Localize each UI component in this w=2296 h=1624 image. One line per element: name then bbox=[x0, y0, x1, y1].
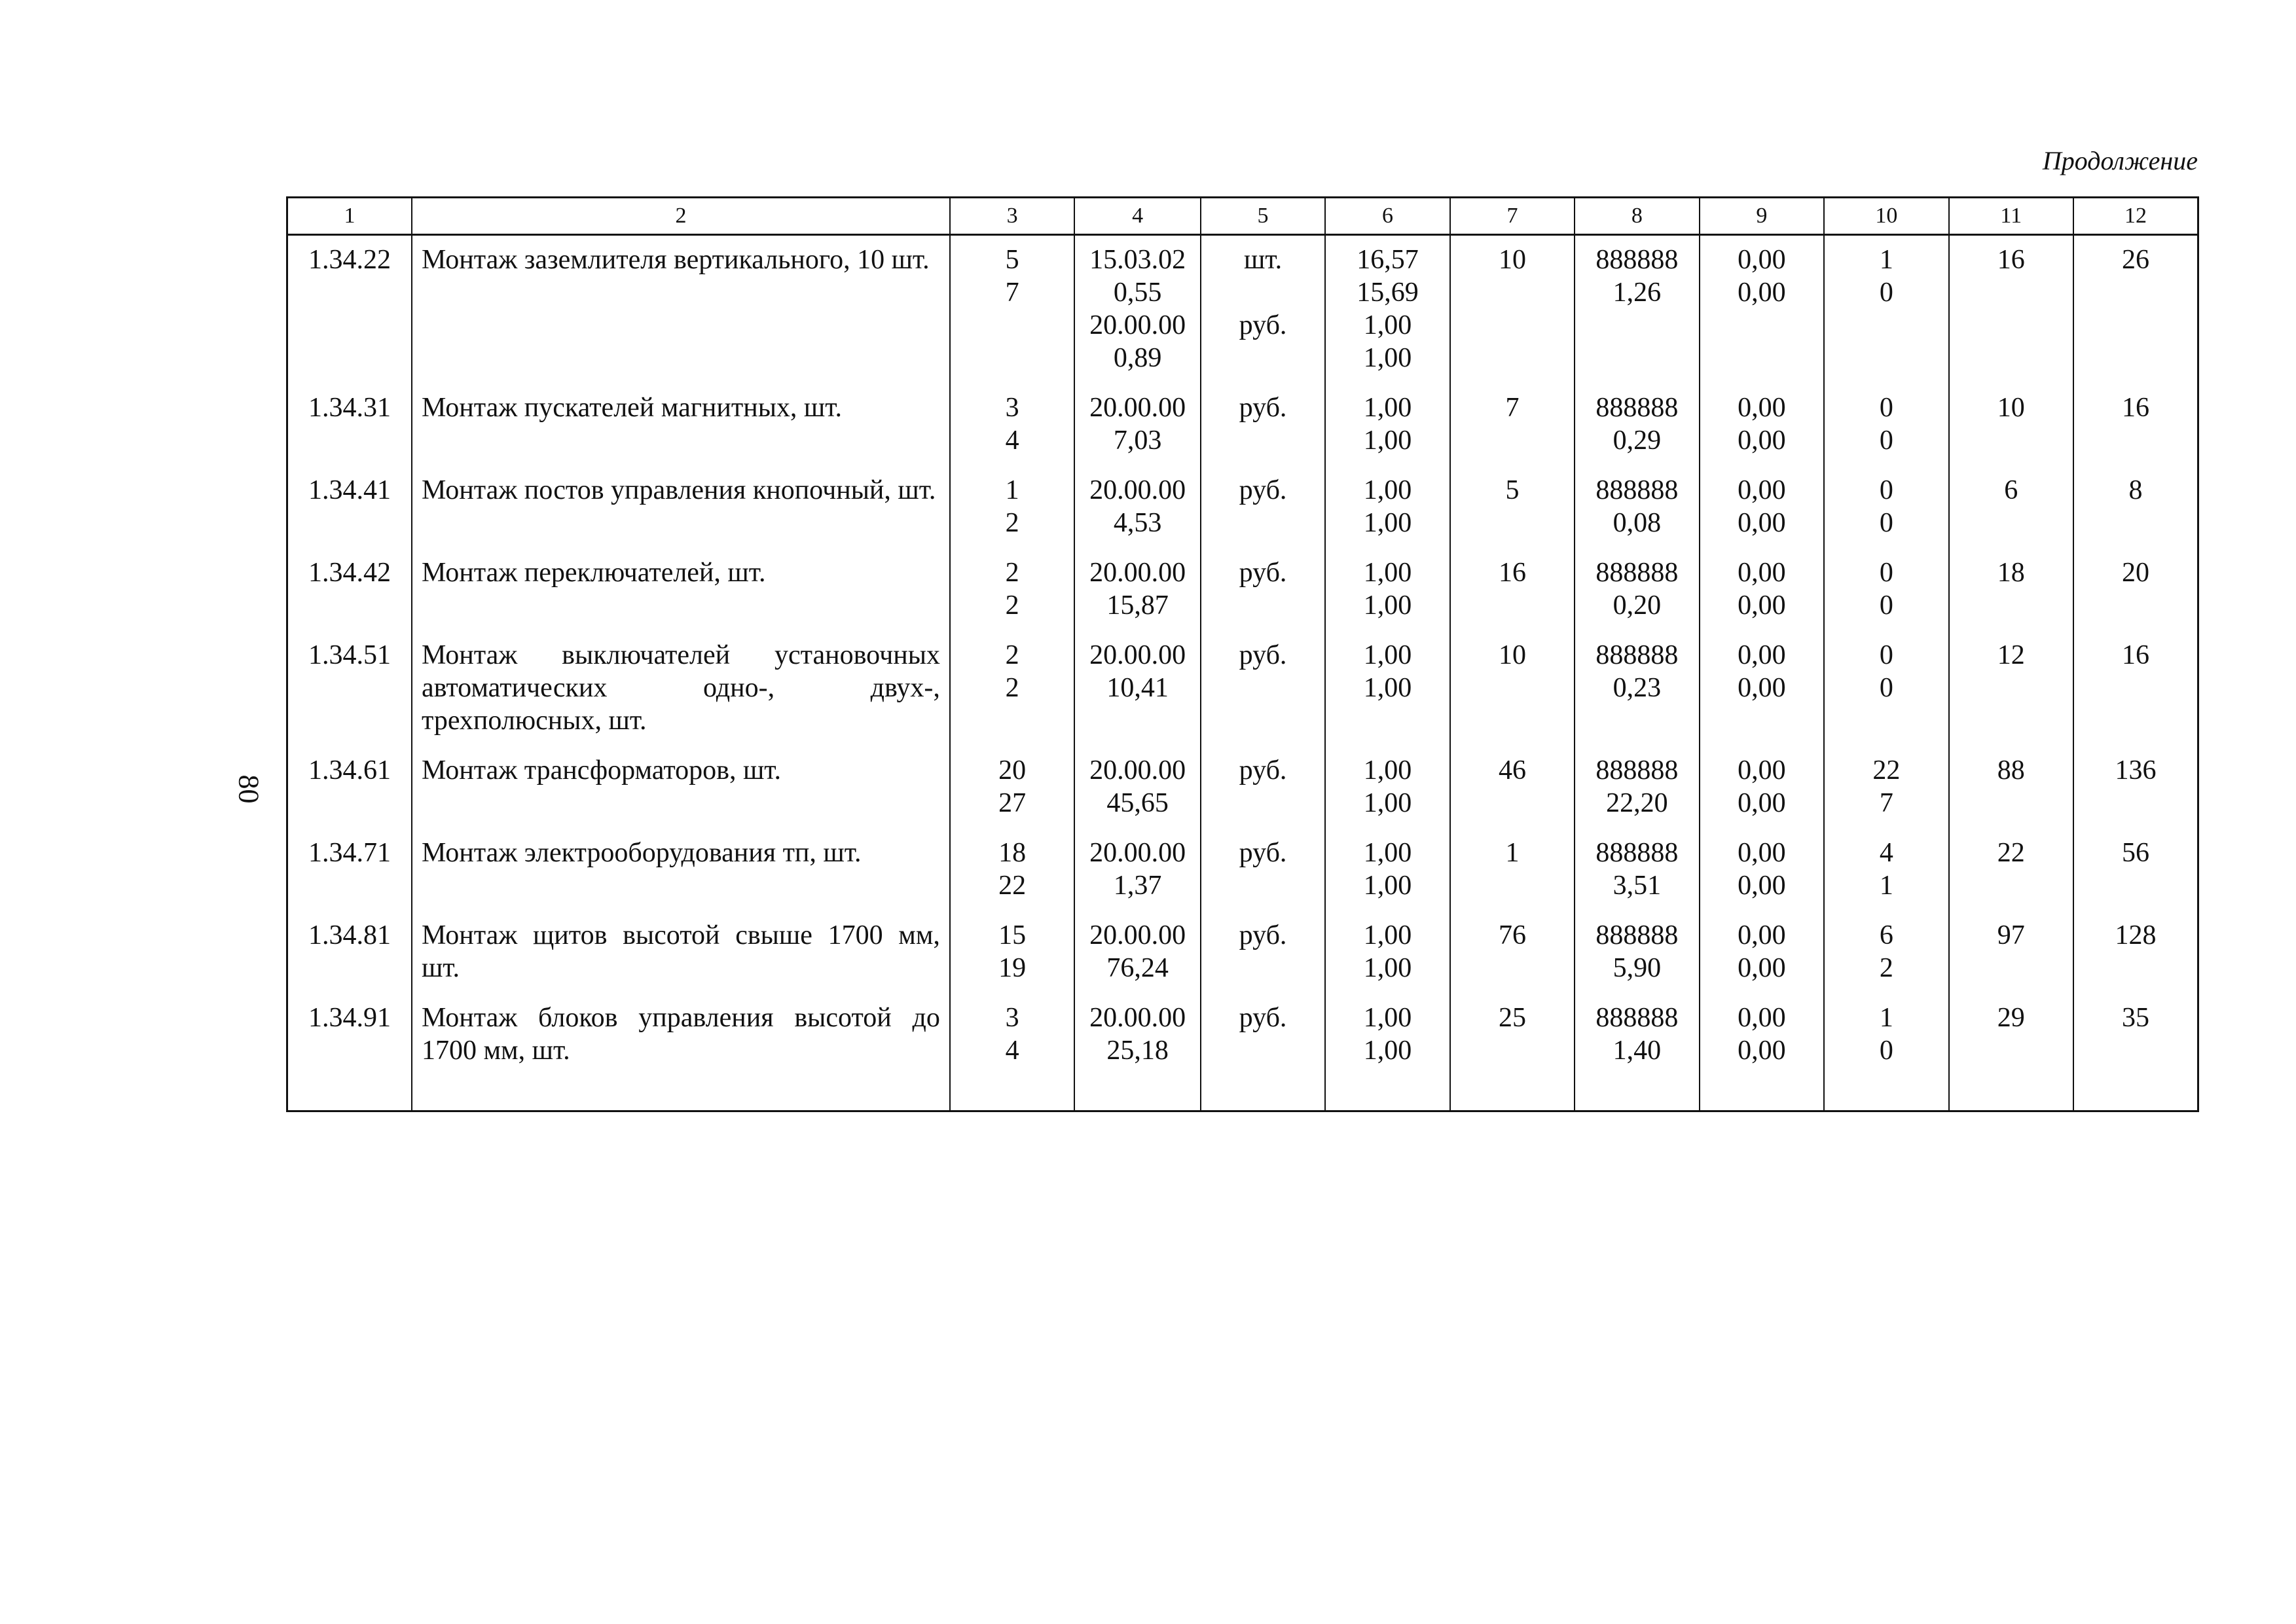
cell-col10: 0 0 bbox=[1824, 549, 1948, 631]
cell-col9: 0,00 0,00 bbox=[1700, 466, 1824, 549]
cell-col8: 888888 1,40 bbox=[1575, 994, 1699, 1076]
cell-col12: 26 bbox=[2073, 235, 2198, 384]
cell-col9: 0,00 0,00 bbox=[1700, 549, 1824, 631]
cell-col12: 136 bbox=[2073, 746, 2198, 829]
work-description: Монтаж трансформаторов, шт. bbox=[412, 746, 950, 829]
work-description: Монтаж блоков управления высотой до 1700 мм, шт. bbox=[412, 994, 950, 1076]
work-description: Монтаж заземлителя вертикального, 10 шт. bbox=[412, 235, 950, 384]
cell-col3: 1 2 bbox=[950, 466, 1074, 549]
cell-col5: руб. bbox=[1201, 746, 1325, 829]
cell-col7: 1 bbox=[1450, 829, 1575, 911]
cell-col8: 888888 0,20 bbox=[1575, 549, 1699, 631]
cell-col10: 1 0 bbox=[1824, 994, 1948, 1076]
cell-col3: 15 19 bbox=[950, 911, 1074, 994]
table-row bbox=[287, 631, 2198, 746]
column-header: 7 bbox=[1450, 198, 1575, 235]
cell-col5: руб. bbox=[1201, 911, 1325, 994]
cell-col10: 22 7 bbox=[1824, 746, 1948, 829]
cell-col10: 0 0 bbox=[1824, 631, 1948, 746]
cell-col6: 1,00 1,00 bbox=[1325, 466, 1449, 549]
cell-col6: 1,00 1,00 bbox=[1325, 911, 1449, 994]
table-filler-row bbox=[287, 1076, 2198, 1111]
cell-col9: 0,00 0,00 bbox=[1700, 911, 1824, 994]
cell-col7: 25 bbox=[1450, 994, 1575, 1076]
cell-col10: 1 0 bbox=[1824, 235, 1948, 384]
header-row bbox=[287, 198, 2198, 235]
cell-col11: 10 bbox=[1949, 384, 2073, 466]
cell-col7: 16 bbox=[1450, 549, 1575, 631]
column-header: 5 bbox=[1201, 198, 1325, 235]
cell-col10: 0 0 bbox=[1824, 466, 1948, 549]
cell-col6: 1,00 1,00 bbox=[1325, 994, 1449, 1076]
cell-col12: 8 bbox=[2073, 466, 2198, 549]
cell-col4: 20.00.00 4,53 bbox=[1074, 466, 1200, 549]
cell-col7: 76 bbox=[1450, 911, 1575, 994]
cell-col6: 1,00 1,00 bbox=[1325, 746, 1449, 829]
cell-col6: 1,00 1,00 bbox=[1325, 384, 1449, 466]
cell-col4: 20.00.00 7,03 bbox=[1074, 384, 1200, 466]
cell-col9: 0,00 0,00 bbox=[1700, 235, 1824, 384]
cell-col4: 20.00.00 1,37 bbox=[1074, 829, 1200, 911]
table-row bbox=[287, 466, 2198, 549]
cell-col11: 29 bbox=[1949, 994, 2073, 1076]
cell-col9: 0,00 0,00 bbox=[1700, 631, 1824, 746]
cell-col9: 0,00 0,00 bbox=[1700, 994, 1824, 1076]
cell-col12: 16 bbox=[2073, 631, 2198, 746]
cell-col7: 10 bbox=[1450, 631, 1575, 746]
work-description: Монтаж выключателей установочных автоматических одно-, двух-, трехполюсных, шт. bbox=[412, 631, 950, 746]
cell-col3: 18 22 bbox=[950, 829, 1074, 911]
cell-col5: шт. руб. bbox=[1201, 235, 1325, 384]
cell-col5: руб. bbox=[1201, 994, 1325, 1076]
cell-col8: 888888 1,26 bbox=[1575, 235, 1699, 384]
cell-col9: 0,00 0,00 bbox=[1700, 829, 1824, 911]
cell-col8: 888888 22,20 bbox=[1575, 746, 1699, 829]
cell-col5: руб. bbox=[1201, 466, 1325, 549]
item-code: 1.34.41 bbox=[287, 466, 412, 549]
column-header: 4 bbox=[1074, 198, 1200, 235]
cell-col7: 7 bbox=[1450, 384, 1575, 466]
cell-col4: 20.00.00 15,87 bbox=[1074, 549, 1200, 631]
column-header: 12 bbox=[2073, 198, 2198, 235]
item-code: 1.34.22 bbox=[287, 235, 412, 384]
cell-col3: 3 4 bbox=[950, 384, 1074, 466]
cell-col4: 20.00.00 25,18 bbox=[1074, 994, 1200, 1076]
cell-col12: 56 bbox=[2073, 829, 2198, 911]
column-header: 10 bbox=[1824, 198, 1948, 235]
column-header: 1 bbox=[287, 198, 412, 235]
table-row bbox=[287, 911, 2198, 994]
table-row bbox=[287, 235, 2198, 384]
work-description: Монтаж переключателей, шт. bbox=[412, 549, 950, 631]
cell-col6: 1,00 1,00 bbox=[1325, 631, 1449, 746]
cell-col10: 6 2 bbox=[1824, 911, 1948, 994]
cell-col4: 15.03.02 0,55 20.00.00 0,89 bbox=[1074, 235, 1200, 384]
cell-col5: руб. bbox=[1201, 631, 1325, 746]
cell-col6: 1,00 1,00 bbox=[1325, 829, 1449, 911]
cell-col11: 22 bbox=[1949, 829, 2073, 911]
table-row bbox=[287, 549, 2198, 631]
cell-col3: 3 4 bbox=[950, 994, 1074, 1076]
continuation-caption: Продолжение bbox=[2042, 146, 2198, 175]
cell-col9: 0,00 0,00 bbox=[1700, 384, 1824, 466]
cell-col5: руб. bbox=[1201, 829, 1325, 911]
cell-col11: 88 bbox=[1949, 746, 2073, 829]
item-code: 1.34.91 bbox=[287, 994, 412, 1076]
cell-col3: 5 7 bbox=[950, 235, 1074, 384]
cell-col12: 16 bbox=[2073, 384, 2198, 466]
item-code: 1.34.31 bbox=[287, 384, 412, 466]
cell-col3: 20 27 bbox=[950, 746, 1074, 829]
column-header: 2 bbox=[412, 198, 950, 235]
cell-col11: 16 bbox=[1949, 235, 2073, 384]
cell-col4: 20.00.00 10,41 bbox=[1074, 631, 1200, 746]
cell-col7: 5 bbox=[1450, 466, 1575, 549]
page-number: 80 bbox=[232, 774, 265, 804]
item-code: 1.34.81 bbox=[287, 911, 412, 994]
cell-col10: 0 0 bbox=[1824, 384, 1948, 466]
cell-col3: 2 2 bbox=[950, 631, 1074, 746]
cell-col7: 10 bbox=[1450, 235, 1575, 384]
cell-col6: 1,00 1,00 bbox=[1325, 549, 1449, 631]
cell-col7: 46 bbox=[1450, 746, 1575, 829]
table-row bbox=[287, 829, 2198, 911]
cell-col11: 6 bbox=[1949, 466, 2073, 549]
cell-col11: 18 bbox=[1949, 549, 2073, 631]
work-description: Монтаж пускателей магнитных, шт. bbox=[412, 384, 950, 466]
cell-col8: 888888 3,51 bbox=[1575, 829, 1699, 911]
cell-col12: 20 bbox=[2073, 549, 2198, 631]
cell-col8: 888888 5,90 bbox=[1575, 911, 1699, 994]
column-header: 3 bbox=[950, 198, 1074, 235]
cell-col3: 2 2 bbox=[950, 549, 1074, 631]
work-description: Монтаж постов управления кнопочный, шт. bbox=[412, 466, 950, 549]
column-header: 11 bbox=[1949, 198, 2073, 235]
cell-col8: 888888 0,23 bbox=[1575, 631, 1699, 746]
column-header: 6 bbox=[1325, 198, 1449, 235]
work-description: Монтаж щитов высотой свыше 1700 мм, шт. bbox=[412, 911, 950, 994]
cell-col8: 888888 0,29 bbox=[1575, 384, 1699, 466]
cell-col5: руб. bbox=[1201, 384, 1325, 466]
cell-col12: 128 bbox=[2073, 911, 2198, 994]
cell-col4: 20.00.00 45,65 bbox=[1074, 746, 1200, 829]
cell-col10: 4 1 bbox=[1824, 829, 1948, 911]
cell-col4: 20.00.00 76,24 bbox=[1074, 911, 1200, 994]
table-row bbox=[287, 384, 2198, 466]
cell-col11: 97 bbox=[1949, 911, 2073, 994]
estimate-table bbox=[286, 196, 2199, 1112]
cell-col11: 12 bbox=[1949, 631, 2073, 746]
cell-col8: 888888 0,08 bbox=[1575, 466, 1699, 549]
item-code: 1.34.51 bbox=[287, 631, 412, 746]
work-description: Монтаж электрооборудования тп, шт. bbox=[412, 829, 950, 911]
item-code: 1.34.42 bbox=[287, 549, 412, 631]
column-header: 8 bbox=[1575, 198, 1699, 235]
cell-col5: руб. bbox=[1201, 549, 1325, 631]
item-code: 1.34.61 bbox=[287, 746, 412, 829]
column-header: 9 bbox=[1700, 198, 1824, 235]
table-row bbox=[287, 994, 2198, 1076]
table-row bbox=[287, 746, 2198, 829]
cell-col6: 16,57 15,69 1,00 1,00 bbox=[1325, 235, 1449, 384]
cell-col9: 0,00 0,00 bbox=[1700, 746, 1824, 829]
item-code: 1.34.71 bbox=[287, 829, 412, 911]
cell-col12: 35 bbox=[2073, 994, 2198, 1076]
